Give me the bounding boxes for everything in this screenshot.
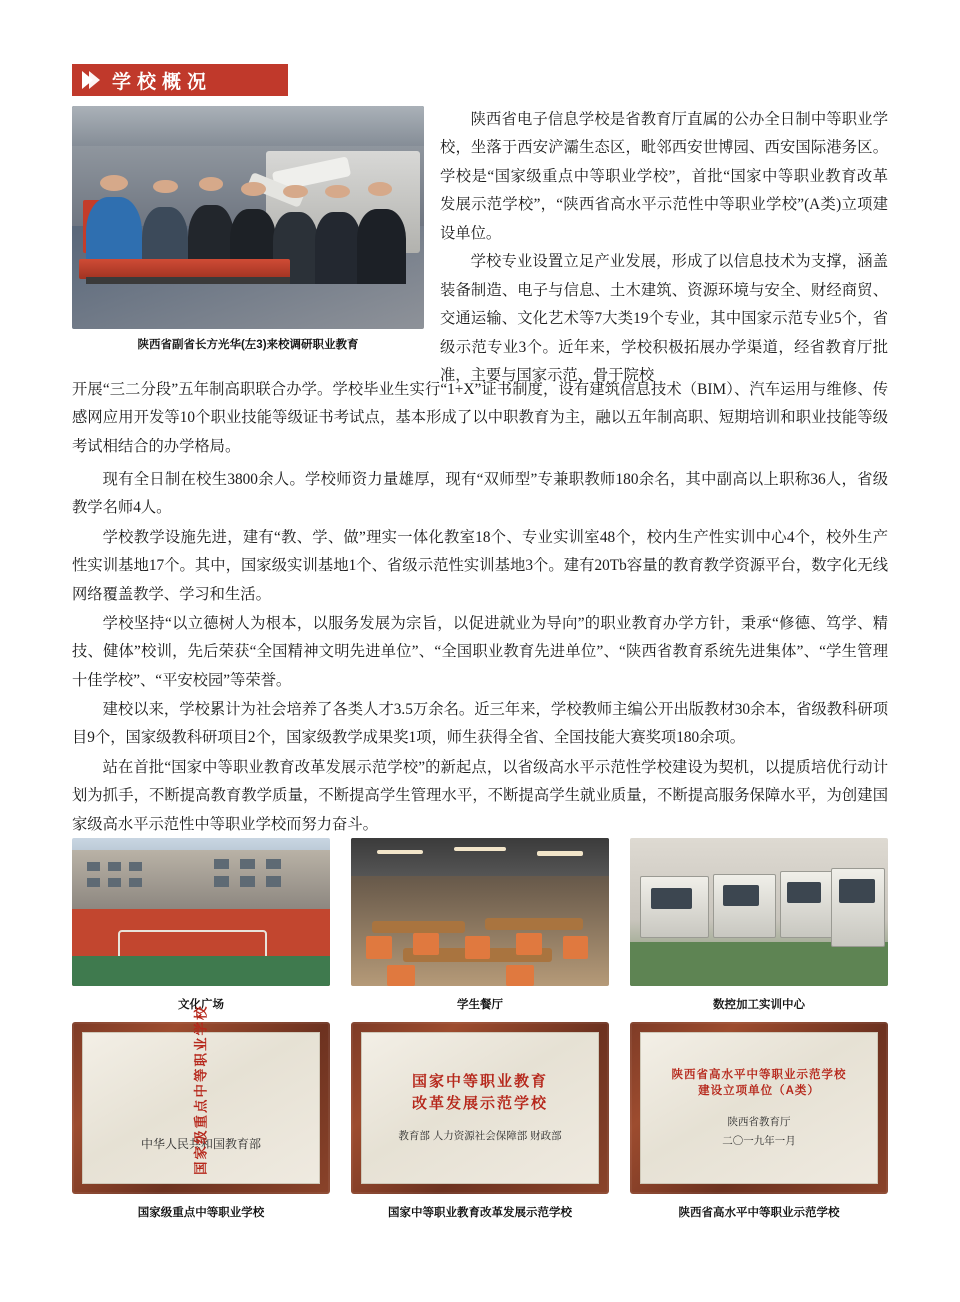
campus-photo-caption: 数控加工实训中心 xyxy=(713,999,805,1011)
award-plaque-item xyxy=(630,1022,888,1220)
paragraph-8: 站在首批“国家中等职业教育改革发展示范学校”的新起点，以省级高水平示范性学校建设为契机，以提质培优行动计划为抓手，不断提高教育教学质量，不断提高学生管理水平，不断提高学生就业质量，不断提高服务保障水平，为创建国家级高水平示范性中等职业学校而努力奋斗。 xyxy=(72,759,888,833)
plaque-sub-text: 教育部 人力资源社会保障部 财政部 xyxy=(398,1130,562,1143)
campus-photo-caption: 学生餐厅 xyxy=(457,999,503,1011)
plaque-main-line1: 国家中等职业教育 xyxy=(411,1072,548,1090)
section-title: 学校概况 xyxy=(112,71,213,93)
section-header-banner xyxy=(72,64,288,96)
campus-photo-row xyxy=(72,838,888,1018)
plaque-caption: 陕西省高水平中等职业示范学校 xyxy=(678,1207,840,1219)
photo-provincial-visit xyxy=(72,106,424,329)
campus-photo-item xyxy=(72,838,330,1018)
paragraph-4: 现有全日制在校生3800余人。学校师资力量雄厚，现有“双师型”专兼职教师180余名，其中副高以上职称36人，省级教学名师4人。 xyxy=(72,471,888,517)
plaque-main-text: 国家级重点中等职业学校 xyxy=(193,1004,209,1175)
award-plaque-item xyxy=(351,1022,609,1220)
plaque-sub-line2: 二〇一九年一月 xyxy=(722,1134,796,1147)
paragraph-3: 开展“三二分段”五年制高职联合办学。学校毕业生实行“1+X”证书制度，设有建筑信息技术（BIM）、汽车运用与维修、传感网应用开发等10个职业技能等级证书考试点，基本形成了以中职教育为主，融以五年制高职、短期培训和职业技能等级考试相结合的办学格局。 xyxy=(72,381,888,455)
plaque-main-line2: 建设立项单位（A类） xyxy=(698,1085,820,1098)
cnc-workshop-photo xyxy=(630,838,888,986)
plaque-sub-text: 中华人民共和国教育部 xyxy=(140,1137,261,1152)
plaque-frame xyxy=(351,1022,609,1194)
plaque-caption: 国家中等职业教育改革发展示范学校 xyxy=(388,1207,572,1219)
plaque-frame xyxy=(630,1022,888,1194)
campus-photo-caption: 文化广场 xyxy=(178,999,224,1011)
paragraph-6: 学校坚持“以立德树人为根本，以服务发展为宗旨，以促进就业为导向”的职业教育办学方针，秉承“修德、笃学、精技、健体”校训，先后荣获“全国精神文明先进单位”、“全国职业教育先进单位”、“陕西省教育系统先进集体”、“学生管理十佳学校”、“平安校园”等荣誉。 xyxy=(72,615,888,689)
plaque-main-line1: 陕西省高水平中等职业示范学校 xyxy=(671,1068,847,1081)
campus-photo-item xyxy=(630,838,888,1018)
intro-text-column xyxy=(440,106,888,390)
paragraph-2: 学校专业设置立足产业发展，形成了以信息技术为支撑，涵盖装备制造、电子与信息、土木建筑、资源环境与安全、财经商贸、交通运输、文化艺术等7大类19个专业，其中国家示范专业5个，省级示范专业3个。近年来，学校积极拓展办学渠道，经省教育厅批准，主要与国家示范、骨干院校 xyxy=(440,253,888,384)
plaque-sub-line1: 陕西省教育厅 xyxy=(727,1115,791,1128)
playground-photo xyxy=(72,838,330,986)
campus-photo-item xyxy=(351,838,609,1018)
paragraph-1: 陕西省电子信息学校是省教育厅直属的公办全日制中等职业学校，坐落于西安浐灞生态区，毗邻西安世博园、西安国际港务区。学校是“国家级重点中等职业学校”，首批“国家中等职业教育改革发展示范学校”，“陕西省高水平示范性中等职业学校”(A类)立项建设单位。 xyxy=(440,111,888,242)
plaque-caption: 国家级重点中等职业学校 xyxy=(137,1207,265,1219)
plaque-main-line2: 改革发展示范学校 xyxy=(411,1094,548,1112)
photo-caption-provincial-visit: 陕西省副省长方光华(左3)来校调研职业教育 xyxy=(137,339,359,351)
paragraph-5: 学校教学设施先进，建有“教、学、做”理实一体化教室18个、专业实训室48个，校内生产性实训中心4个，校外生产性实训基地17个。其中，国家级实训基地1个、省级示范性实训基地3个。建有20Tb容量的教育教学资源平台，数字化无线网络覆盖教学、学习和生活。 xyxy=(72,529,888,603)
canteen-photo xyxy=(351,838,609,986)
double-chevron-icon xyxy=(82,71,96,89)
paragraph-7: 建校以来，学校累计为社会培养了各类人才3.5万余名。近三年来，学校教师主编公开出版教材30余本，省级教科研项目9个，国家级教科研项目2个，国家级教学成果奖1项，师生获得全省、全国技能大赛奖项180余项。 xyxy=(72,701,888,747)
